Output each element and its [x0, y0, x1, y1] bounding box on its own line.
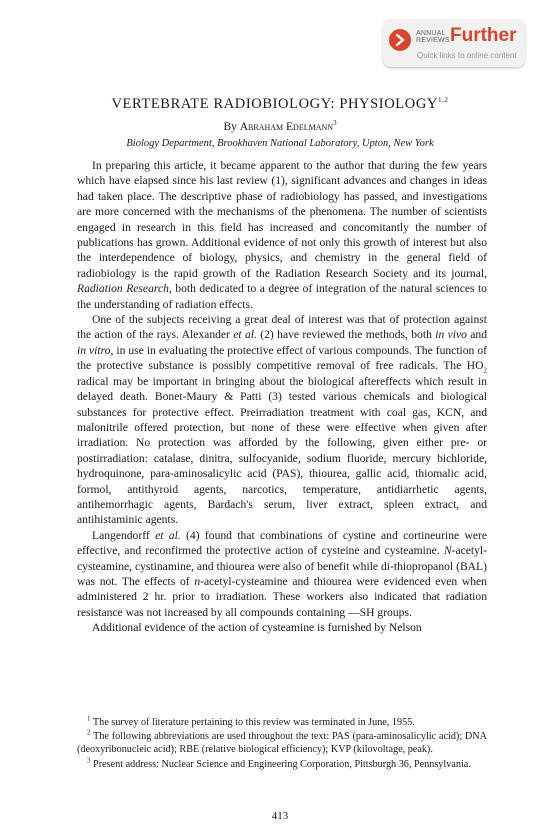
in-vitro: in vitro	[77, 343, 111, 357]
article-title	[0, 96, 560, 113]
p2-text-b: (2) have reviewed the methods, both	[256, 328, 436, 342]
reviews-label: REVIEWS	[416, 37, 450, 44]
footnote-1-mark: 1	[87, 714, 91, 723]
paragraph-4: Additional evidence of the action of cysteamine is furnished by Nelson	[92, 621, 422, 635]
p2-text-a: One of the subjects receiving a great deal of interest was that of protection against the action of the rays. Alexander	[77, 313, 487, 342]
p3-text-b: (4) found that combinations of cystine and cortineurine were effective, and reconfirmed the protective action of cysteine and cysteamine.	[77, 528, 487, 558]
p2-text-c: and	[466, 328, 488, 342]
arrow-icon	[389, 29, 411, 51]
paragraph-2	[77, 312, 487, 528]
author-name: Abraham Edelmann	[239, 121, 334, 133]
author-footnote-mark: 3	[333, 119, 337, 128]
author-line	[0, 121, 560, 133]
title-footnote-marks: 1,2	[437, 96, 449, 105]
author-affiliation: Biology Department, Brookhaven National Laboratory, Upton, New York	[126, 138, 434, 149]
annual-reviews-logo-text	[416, 30, 450, 44]
footnotes	[77, 716, 487, 772]
p3-text-c: -acetyl-cysteamine, cystinamine, and thiourea were also of benefit while di-thiopropanol (BAL) was not. The effects of	[77, 544, 487, 588]
title-text: VERTEBRATE RADIOBIOLOGY: PHYSIOLOGY	[111, 96, 438, 112]
footnote-2-text: The following abbreviations are used throughout the text: PAS (para-aminosalicylic acid); DNA (deoxyribonucleic acid); RBE (relative biological efficiency); KVP (kilovoltage, peak).	[77, 731, 487, 756]
p3-n-italic: N	[443, 544, 452, 558]
quick-links-label: Quick links to online content	[417, 51, 517, 60]
footnote-1	[77, 716, 487, 729]
p1-text-a: In preparing this article, it became apparent to the author that during the few years which have elapsed since his last review (1), significant advances and changes in ideas had taken place. The descriptive phase of radiobiology has passed, and investigations are more concerned with the mechanisms of the phenomena. The number of scientists engaged in research in this field has increased and concomitantly the number of publications has grown. Additional evidence of not only this growth of interest but also the interdependence of biology, physics, and chemistry in the general field of radiobiology is the rapid growth of the Radiation Research Society and its journal,	[77, 159, 487, 280]
footnote-2-mark: 2	[87, 728, 91, 737]
footnote-2	[77, 730, 487, 756]
p2-etal: et al.	[233, 328, 257, 342]
footnote-3	[77, 758, 487, 771]
annual-label: ANNUAL	[416, 30, 446, 37]
p3-text-d: -acetyl-cysteamine and thiourea were evidenced even when administered 2 hr. prior to irradiation. These workers also indicated that radiation resistance was not increased by all compounds containing —SH groups.	[77, 574, 487, 619]
journal-name: Radiation Research	[77, 282, 169, 296]
p2-text-e: radical may be important in bringing about the biological aftereffects which result in delayed death. Bonet-Maury & Patti (3) tested various chemicals and biological substances for protective effect. Preirradiation treatment with coal gas, KCN, and malonitrile offered protection, but none of these were effective when given after irradiation. No protection was afforded by the following, given either pre- or postirradiation: catalase, dinitra, sulfocyanide, sodium fluoride, mercury bichloride, hydroquinone, para-aminosalicylic acid (PAS), thiourea, gallic acid, thiomalic acid, formol, antithyroid agents, narcotics, temperature, antidiarrhetic agents, antihemorrhagic agents, Bardach's serum, liver extract, spleen extract, and antihistaminic agents.	[77, 374, 487, 527]
article-body	[77, 158, 487, 636]
footnote-3-text: Present address: Nuclear Science and Engineering Corporation, Pittsburgh 36, Pennsylvania.	[93, 758, 471, 770]
annual-reviews-further-badge[interactable]	[383, 19, 525, 67]
footnote-3-mark: 3	[87, 756, 91, 765]
paragraph-3	[77, 528, 487, 620]
p3-n2-italic: n	[194, 574, 201, 588]
p3-etal: et al.	[155, 528, 181, 542]
arrow-icon-glyph	[393, 33, 407, 47]
p1-text-b: , both dedicated to a degree of integration of the natural sciences to the understanding of radiation effects.	[77, 282, 487, 311]
ho2-subscript: 2	[483, 366, 487, 375]
author-prefix: By	[223, 121, 237, 133]
in-vivo: in vivo	[435, 328, 467, 342]
p3-text-a: Langendorff	[92, 528, 156, 542]
p2-text-d: , in use in evaluating the protective effect of various compounds. The function of the protective substance is possibly competitive removal of free radicals. The HO	[77, 343, 487, 373]
page-number: 413	[271, 810, 289, 822]
footnote-1-text: The survey of literature pertaining to this review was terminated in June, 1955.	[92, 717, 415, 728]
further-label: Further	[450, 25, 517, 46]
paragraph-1	[77, 158, 487, 312]
